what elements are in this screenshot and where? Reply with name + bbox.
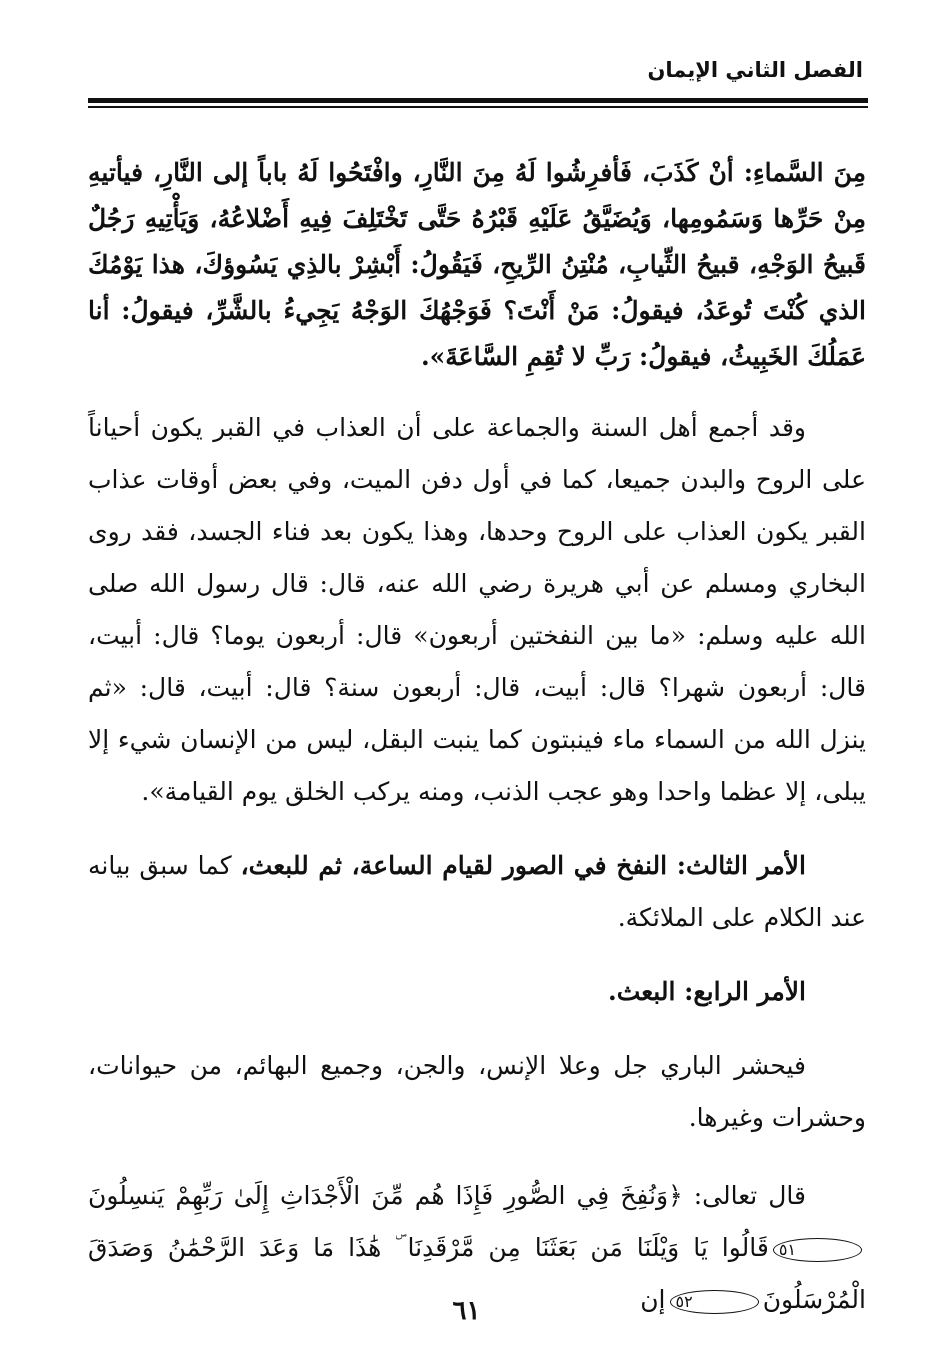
running-header: الفصل الثاني الإيمان (647, 58, 863, 82)
third-matter-paragraph (88, 840, 866, 944)
quran-tail: إن (640, 1285, 666, 1314)
header-rule-thin (88, 106, 868, 108)
fourth-matter-heading: الأمر الرابع: البعث. (607, 977, 806, 1006)
resurrection-paragraph: فيحشر الباري جل وعلا الإنس، والجن، وجميع البهائم، من حيوانات، وحشرات وغيرها. (88, 1051, 866, 1132)
verse-number-51: ٥١ (773, 1238, 862, 1262)
quran-intro: قال تعالى: (682, 1181, 806, 1210)
verse-number-52: ٥٢ (670, 1290, 759, 1314)
quran-verse-52: قَالُوا يَا وَيْلَنَا مَن بَعَثَنَا مِن مَّرْقَدِنَا ۜ هَٰذَا مَا وَعَدَ الرَّحْمَٰنُ وَصَدَقَ الْمُرْسَلُونَ (88, 1233, 866, 1314)
quran-verse-51: ﴿وَنُفِخَ فِي الصُّورِ فَإِذَا هُم مِّنَ الْأَجْدَاثِ إِلَىٰ رَبِّهِمْ يَنسِلُونَ (88, 1181, 683, 1210)
header-rule-thick (88, 98, 868, 103)
third-matter-text: كما سبق بيانه عند الكلام على الملائكة. (88, 851, 866, 932)
third-matter-heading: الأمر الثالث: النفخ في الصور لقيام الساعة، ثم للبعث، (240, 851, 806, 880)
consensus-paragraph: وقد أجمع أهل السنة والجماعة على أن العذاب في القبر يكون أحياناً على الروح والبدن جميعا، كما في أول دفن الميت، وفي بعض أوقات عذاب القبر يكون العذاب على الروح وحدها، وهذا يكون بعد فناء الجسد، فقد روى البخاري ومسلم عن أبي هريرة رضي الله عنه، قال: قال رسول الله صلى الله عليه وسلم: «ما بين النفختين أربعون» قال: أربعون يوما؟ قال: أبيت، قال: أربعون شهرا؟ قال: أبيت، قال: أربعون سنة؟ قال: أبيت، قال: «ثم ينزل الله من السماء ماء فينبتون كما ينبت البقل، ليس من الإنسان شيء إلا يبلى، إلا عظما واحدا وهو عجب الذنب، ومنه يركب الخلق يوم القيامة». (88, 413, 866, 806)
page-number: ٦١ (452, 1296, 481, 1326)
hadith-continuation-paragraph: مِنَ السَّماءِ: أنْ كَذَبَ، فَأفرِشُوا لَهُ مِنَ النَّارِ، وافْتَحُوا لَهُ باباً إلى النَّارِ، فيأتيهِ مِنْ حَرِّها وَسَمُومِها، وَيُضَيَّقُ عَلَيْهِ قَبْرُهُ حَتَّى تَخْتَلِفَ فِيهِ أَضْلاعُهُ، وَيَأْتِيهِ رَجُلٌ قَبيحُ الوَجْهِ، قبيحُ الثِّيابِ، مُنْتِنُ الرِّيحِ، فَيَقُولُ: أَبْشِرْ بالذِي يَسُوؤكَ، هذا يَوْمُكَ الذي كُنْتَ تُوعَدُ، فيقولُ: مَنْ أَنْتَ؟ فَوَجْهُكَ الوَجْهُ يَجِيءُ بالشَّرِّ، فيقولُ: أنا عَمَلُكَ الخَبِيثُ، فيقولُ: رَبِّ لا تُقِمِ السَّاعَةَ». (88, 158, 866, 371)
body-text (88, 150, 866, 1326)
